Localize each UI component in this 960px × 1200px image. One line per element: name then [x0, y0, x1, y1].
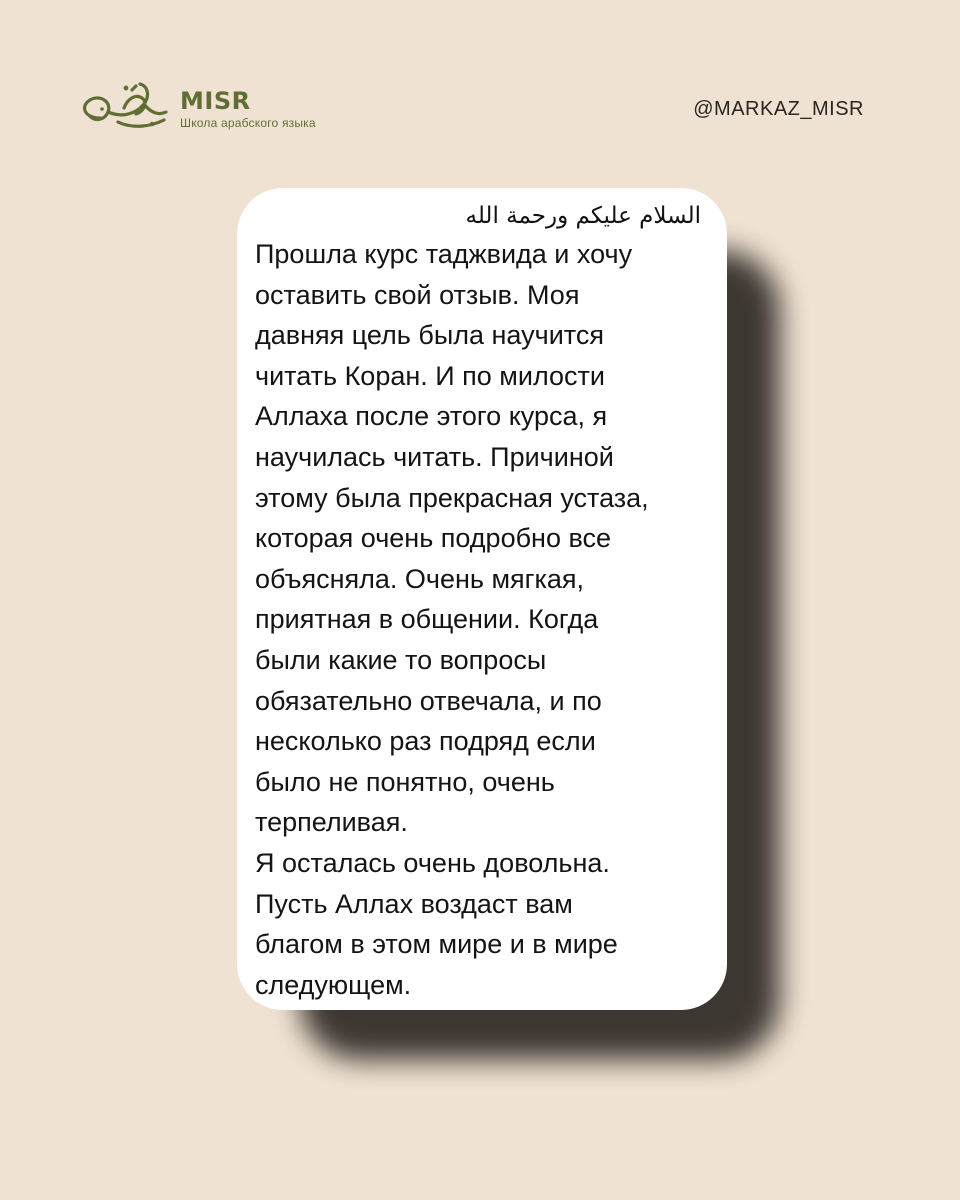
brand-tagline: Школа арабского языка [180, 116, 316, 130]
review-line: было не понятно, очень [255, 766, 555, 797]
review-line: которая очень подробно все [255, 523, 612, 554]
review-line: следующем. [255, 969, 412, 1000]
review-line: научилась читать. Причиной [255, 441, 614, 472]
review-line: терпеливая. [255, 807, 408, 838]
review-line: оставить свой отзыв. Моя [255, 279, 580, 310]
review-line: давняя цель была научится [255, 320, 604, 351]
review-line: обязательно отвечала, и по [255, 685, 602, 716]
brand-text [180, 89, 316, 129]
review-line: несколько раз подряд если [255, 726, 596, 757]
arabic-greeting: السلام عليكم ورحمة الله [465, 203, 701, 229]
review-line: были какие то вопросы [255, 644, 547, 675]
review-line: Я осталась очень довольна. [255, 847, 610, 878]
review-line: этому была прекрасная устаза, [255, 482, 649, 513]
review-text [255, 234, 709, 1005]
brand-name: MISR [180, 87, 251, 115]
review-line: читать Коран. И по милости [255, 360, 605, 391]
review-line: приятная в общении. Когда [255, 604, 599, 635]
review-line: объясняла. Очень мягкая, [255, 563, 585, 594]
review-line: Аллаха после этого курса, я [255, 401, 608, 432]
review-line: Прошла курс таджвида и хочу [255, 239, 633, 269]
brand-logo [78, 78, 316, 136]
review-message-card [237, 188, 727, 1010]
review-line: Пусть Аллах воздаст вам [255, 888, 573, 919]
review-line: благом в этом мире и в мире [255, 929, 618, 960]
arabic-calligraphy-logo-icon [78, 78, 174, 136]
account-handle: @MARKAZ_MISR [693, 98, 864, 120]
